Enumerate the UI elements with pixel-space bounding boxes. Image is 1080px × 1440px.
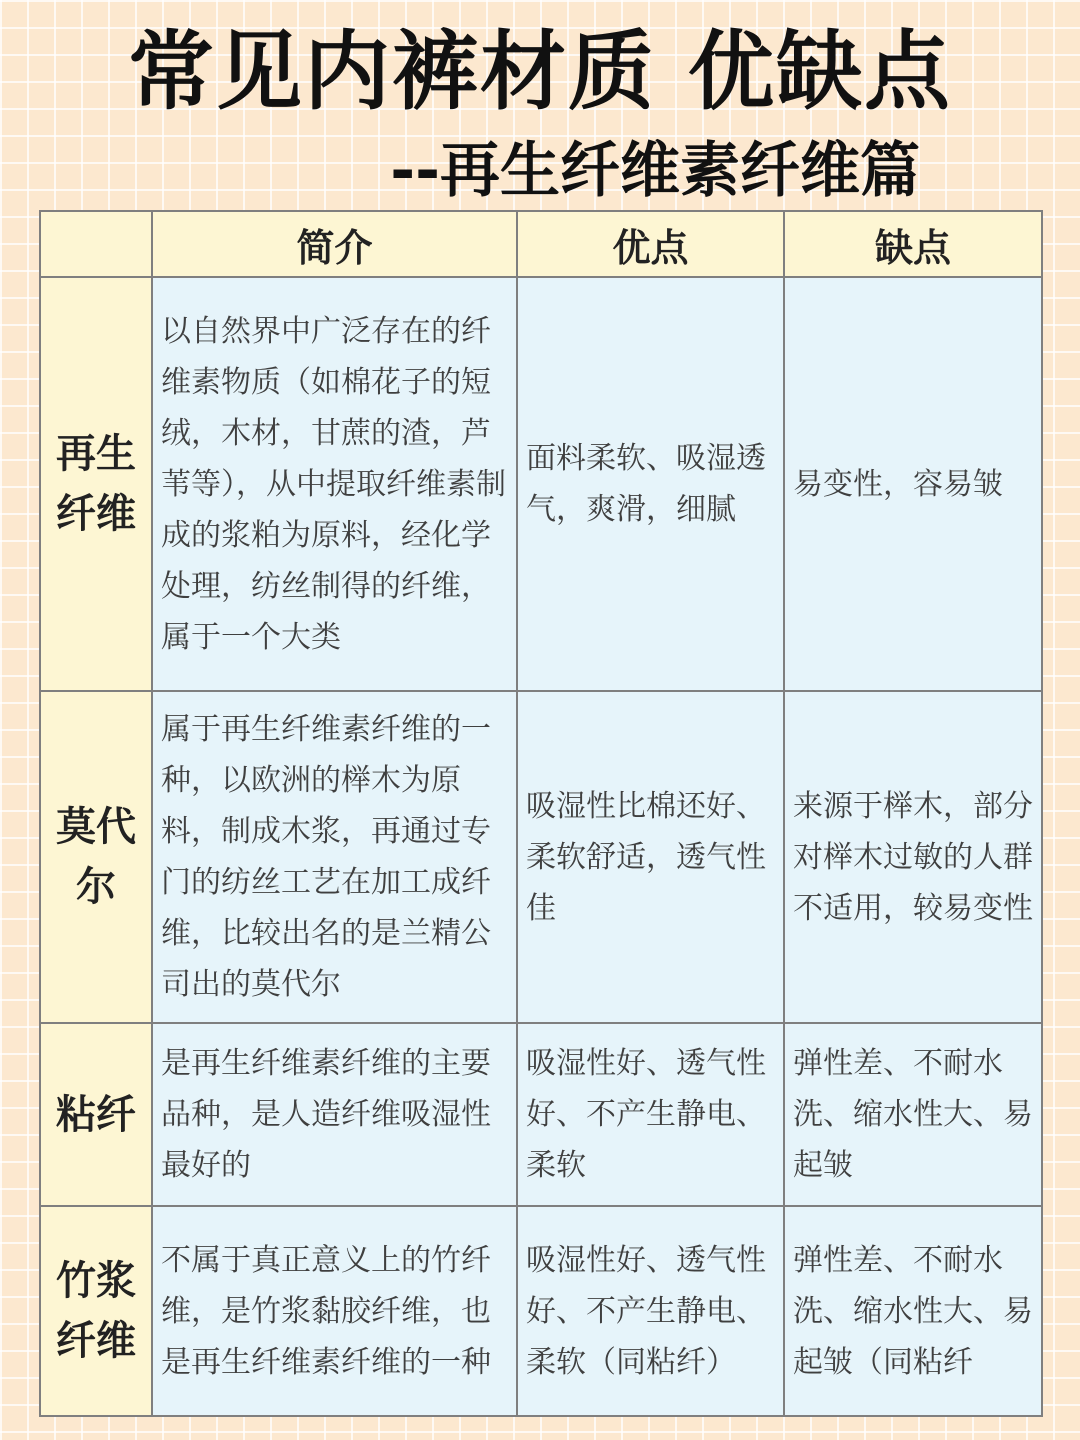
cons-cell xyxy=(784,1206,1042,1416)
intro-cell xyxy=(152,1206,517,1416)
pros-text: 吸湿性好、透气性好、不产生静电、柔软（同粘纤） xyxy=(526,1242,766,1380)
intro-text: 属于再生纤维素纤维的一种，以欧洲的榉木为原料，制成木浆，再通过专门的纺丝工艺在加工成纤维，比较出名的是兰精公司出的莫代尔 xyxy=(161,712,491,1002)
pros-cell xyxy=(517,1206,784,1416)
row-material-name: 粘纤 xyxy=(56,1091,136,1138)
cons-cell xyxy=(784,1023,1042,1206)
table-row xyxy=(40,1206,1042,1416)
pros-text: 吸湿性好、透气性好、不产生静电、柔软 xyxy=(526,1046,766,1183)
cons-cell xyxy=(784,691,1042,1023)
row-header-cell xyxy=(40,1206,152,1416)
row-material-name: 莫代尔 xyxy=(56,804,136,910)
cons-text: 弹性差、不耐水洗、缩水性大、易起皱 xyxy=(793,1046,1033,1183)
intro-cell xyxy=(152,1023,517,1206)
pros-cell xyxy=(517,691,784,1023)
header-intro: 简介 xyxy=(152,211,517,277)
table-row xyxy=(40,277,1042,691)
pros-text: 吸湿性比棉还好、柔软舒适，透气性佳 xyxy=(526,788,766,926)
table-row xyxy=(40,691,1042,1023)
comparison-table xyxy=(39,210,1043,1417)
cons-text: 弹性差、不耐水洗、缩水性大、易起皱（同粘纤 xyxy=(793,1242,1033,1380)
table-row xyxy=(40,1023,1042,1206)
pros-text: 面料柔软、吸湿透气，爽滑，细腻 xyxy=(526,441,766,527)
intro-cell xyxy=(152,277,517,691)
row-material-name: 再生纤维 xyxy=(56,431,136,537)
intro-text: 是再生纤维素纤维的主要品种，是人造纤维吸湿性最好的 xyxy=(161,1046,491,1183)
header-empty xyxy=(40,211,152,277)
intro-text: 以自然界中广泛存在的纤维素物质（如棉花子的短绒，木材，甘蔗的渣，芦苇等），从中提取纤维素制成的浆粕为原料，经化学处理，纺丝制得的纤维，属于一个大类 xyxy=(161,313,506,655)
intro-cell xyxy=(152,691,517,1023)
page-subtitle: --再生纤维素纤维篇 xyxy=(390,136,920,206)
header-cons: 缺点 xyxy=(784,211,1042,277)
pros-cell xyxy=(517,277,784,691)
row-material-name: 竹浆纤维 xyxy=(56,1258,136,1364)
page-title: 常见内裤材质 优缺点 xyxy=(128,22,952,122)
cons-text: 易变性，容易皱 xyxy=(793,466,1003,502)
pros-cell xyxy=(517,1023,784,1206)
row-header-cell xyxy=(40,1023,152,1206)
row-header-cell xyxy=(40,691,152,1023)
header-pros: 优点 xyxy=(517,211,784,277)
table-header-row xyxy=(40,211,1042,277)
cons-text: 来源于榉木，部分对榉木过敏的人群不适用，较易变性 xyxy=(793,788,1033,926)
intro-text: 不属于真正意义上的竹纤维，是竹浆黏胶纤维，也是再生纤维素纤维的一种 xyxy=(161,1242,491,1380)
row-header-cell xyxy=(40,277,152,691)
cons-cell xyxy=(784,277,1042,691)
